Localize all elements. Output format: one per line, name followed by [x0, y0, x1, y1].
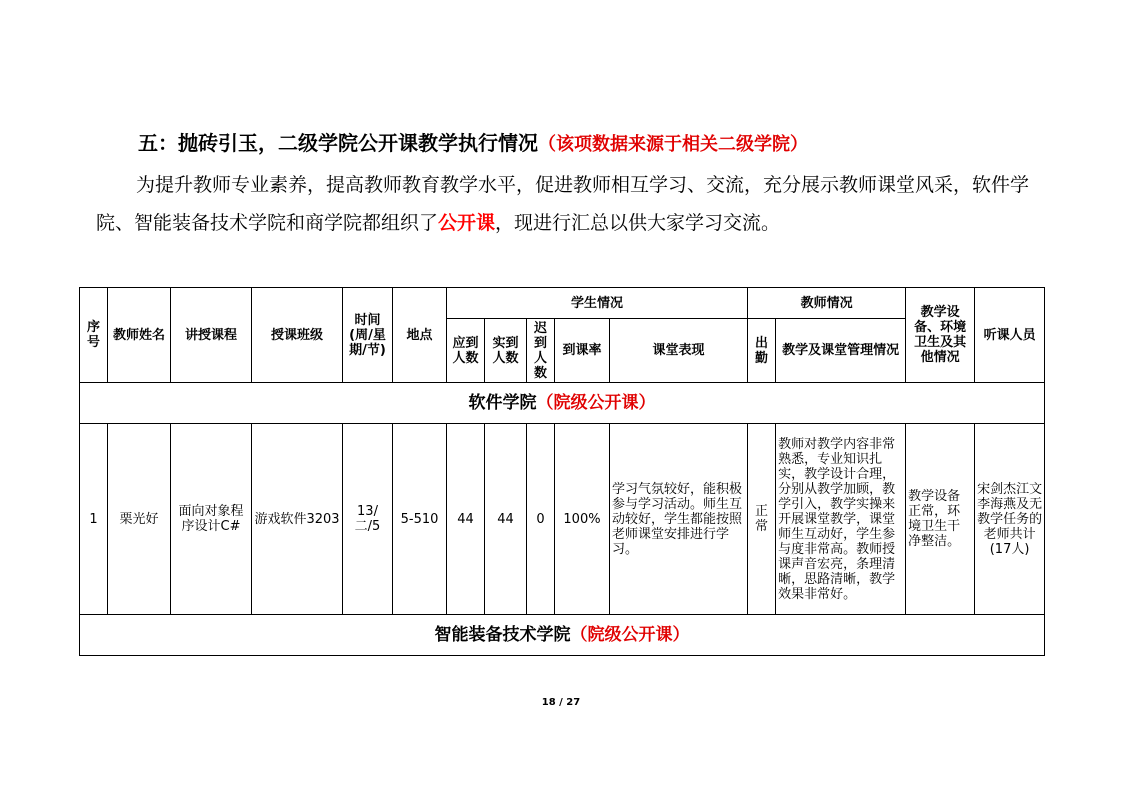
- cell-attendance: 正常: [748, 424, 776, 615]
- header-listeners: 听课人员: [975, 288, 1045, 383]
- cell-late: 0: [527, 424, 555, 615]
- paragraph-part2: ，现进行汇总以供大家学习交流。: [495, 212, 781, 234]
- section-name-software: 软件学院: [468, 392, 537, 413]
- header-expected: 应到人数: [447, 319, 485, 383]
- header-seq: 序号: [80, 288, 108, 383]
- section-note-software: （院级公开课）: [536, 392, 656, 413]
- header-late: 迟到人数: [527, 319, 555, 383]
- header-environment: 教学设备、环境卫生及其他情况: [906, 288, 975, 383]
- heading-note: （该项数据来源于相关二级学院）: [538, 134, 808, 155]
- section-title-software: [80, 383, 1045, 424]
- cell-course: 面向对象程序设计C#: [171, 424, 252, 615]
- cell-management: 教师对教学内容非常熟悉，专业知识扎实，教学设计合理，分别从教学加顾，教学引入，教学实操来开展课堂教学，课堂师生互动好，学生参与度非常高。教师授课声音宏亮，条理清晰，思路清晰，教学效果非常好。: [776, 424, 906, 615]
- cell-present: 44: [485, 424, 527, 615]
- cell-listeners: 宋剑杰江文李海燕及无教学任务的老师共计(17人): [975, 424, 1045, 615]
- header-teacher: 教师姓名: [108, 288, 171, 383]
- paragraph-highlight: 公开课: [438, 212, 496, 234]
- open-class-table: [79, 287, 1045, 656]
- section-row-software: [80, 383, 1045, 424]
- header-rate: 到课率: [555, 319, 610, 383]
- section-note-intelligent: （院级公开课）: [570, 624, 690, 645]
- heading-title: 五：抛砖引玉，二级学院公开课教学执行情况: [138, 131, 538, 155]
- header-teacher-group: 教师情况: [748, 288, 906, 319]
- cell-rate: 100%: [555, 424, 610, 615]
- section-row-intelligent: [80, 615, 1045, 656]
- cell-environment: 教学设备正常，环境卫生干净整洁。: [906, 424, 975, 615]
- header-class: 授课班级: [252, 288, 343, 383]
- header-student-group: 学生情况: [447, 288, 748, 319]
- cell-time: 13/二/5: [343, 424, 393, 615]
- cell-expected: 44: [447, 424, 485, 615]
- header-course: 讲授课程: [171, 288, 252, 383]
- section-heading: [138, 127, 808, 156]
- cell-performance: 学习气氛较好，能积极参与学习活动。师生互动较好，学生都能按照老师课堂安排进行学习。: [610, 424, 748, 615]
- header-attendance: 出勤: [748, 319, 776, 383]
- paragraph-part1: 为提升教师专业素养，提高教师教育教学水平，促进教师相互学习、交流，充分展示教师课堂风采，软件学院、智能装备技术学院和商学院都组织了: [96, 174, 1030, 234]
- header-time: 时间(周/星期/节): [343, 288, 393, 383]
- cell-class: 游戏软件3203: [252, 424, 343, 615]
- header-performance: 课堂表现: [610, 319, 748, 383]
- header-management: 教学及课堂管理情况: [776, 319, 906, 383]
- table-row: [80, 424, 1045, 615]
- intro-paragraph: [96, 166, 1032, 242]
- cell-teacher: 栗光好: [108, 424, 171, 615]
- header-present: 实到人数: [485, 319, 527, 383]
- cell-place: 5-510: [393, 424, 447, 615]
- section-name-intelligent: 智能装备技术学院: [434, 624, 571, 645]
- header-place: 地点: [393, 288, 447, 383]
- header-row-1: [80, 288, 1045, 319]
- page-number: 18 / 27: [541, 697, 581, 708]
- cell-seq: 1: [80, 424, 108, 615]
- section-title-intelligent: [80, 615, 1045, 656]
